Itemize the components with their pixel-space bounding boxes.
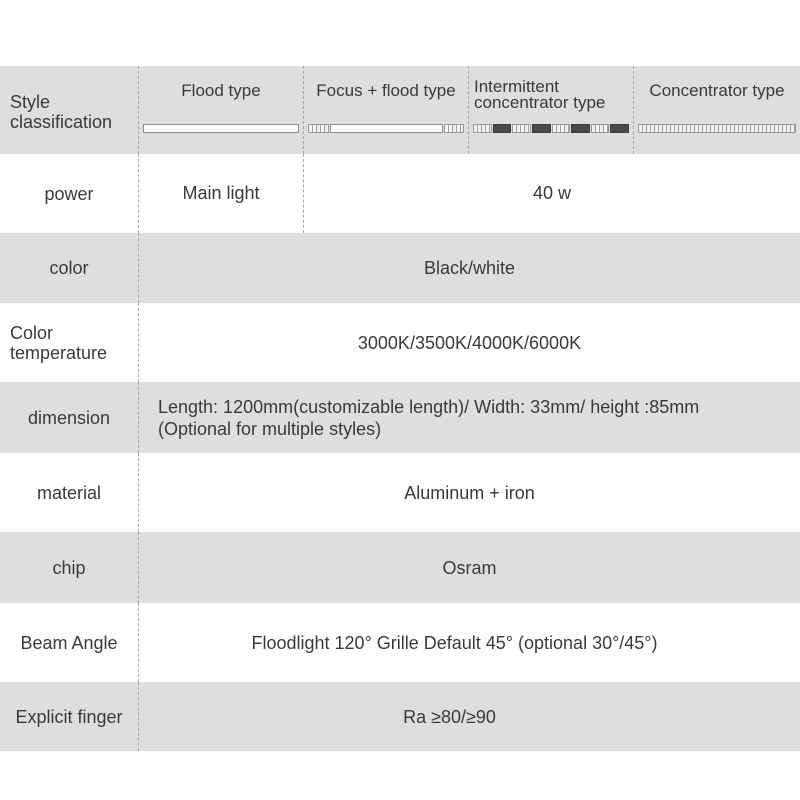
column-separator xyxy=(138,532,139,603)
color-value: Black/white xyxy=(423,258,516,278)
focus-flood-type-column xyxy=(304,66,468,154)
explicit-finger-row xyxy=(0,682,800,751)
column-separator xyxy=(138,303,139,382)
focus-segment-left xyxy=(308,124,329,133)
column-separator xyxy=(138,453,139,532)
dimension-label: dimension xyxy=(27,407,111,428)
style-classification-label xyxy=(0,66,138,154)
column-separator xyxy=(468,66,469,154)
column-separator xyxy=(303,154,304,233)
color-row xyxy=(0,233,800,303)
column-separator xyxy=(138,682,139,751)
material-label: material xyxy=(36,482,102,503)
power-row xyxy=(0,154,800,233)
column-separator xyxy=(633,66,634,154)
color-temperature-row xyxy=(0,303,800,382)
column-separator xyxy=(138,382,139,453)
column-separator xyxy=(138,233,139,303)
intermittent-strip xyxy=(473,124,629,133)
column-separator xyxy=(138,66,139,154)
style-label-line1: Style xyxy=(10,92,51,112)
flood-segment-center xyxy=(330,124,443,133)
column-separator xyxy=(138,154,139,233)
material-value: Aluminum + iron xyxy=(404,482,535,503)
concentrator-type-label: Concentrator type xyxy=(649,81,785,100)
strip-segment xyxy=(493,124,512,133)
strip-segment xyxy=(532,124,551,133)
concentrator-strip xyxy=(638,124,796,133)
color-temperature-label xyxy=(0,303,138,382)
style-label-line2: classification xyxy=(10,112,113,132)
color-temperature-value: 3000K/3500K/4000K/6000K xyxy=(357,332,582,353)
concentrator-segment xyxy=(638,124,796,133)
color-label: color xyxy=(49,258,89,278)
intermittent-concentrator-column xyxy=(469,66,633,154)
power-main-light: Main light xyxy=(182,183,260,203)
material-row xyxy=(0,453,800,532)
chip-label: chip xyxy=(52,557,86,578)
beam-angle-row xyxy=(0,603,800,682)
column-separator xyxy=(303,66,304,154)
flood-strip xyxy=(143,124,299,133)
explicit-finger-label: Explicit finger xyxy=(15,706,123,727)
column-separator xyxy=(138,603,139,682)
dimension-row xyxy=(0,382,800,453)
flood-type-label: Flood type xyxy=(181,81,261,100)
concentrator-type-column xyxy=(634,66,800,154)
power-value: 40 w xyxy=(532,183,572,203)
strip-segment xyxy=(571,124,590,133)
beam-angle-value: Floodlight 120° Grille Default 45° (optional 30°/45°) xyxy=(251,632,658,653)
style-classification-row xyxy=(0,66,800,154)
chip-value: Osram xyxy=(442,557,497,578)
spec-table xyxy=(0,66,800,751)
dimension-value-line1: Length: 1200mm(customizable length)/ Width: 33mm/ height :85mm xyxy=(158,396,700,417)
focus-segment-right xyxy=(444,124,465,133)
dimension-value xyxy=(139,382,800,453)
intermittent-label-line1: Intermittent xyxy=(474,77,560,96)
flood-type-column xyxy=(139,66,303,154)
chip-row xyxy=(0,532,800,603)
focus-flood-strip xyxy=(308,124,464,133)
focus-flood-type-label: Focus + flood type xyxy=(316,81,456,100)
intermittent-concentrator-label xyxy=(469,79,633,111)
strip-segment xyxy=(473,124,492,133)
dimension-value-line2: (Optional for multiple styles) xyxy=(158,418,382,439)
explicit-finger-value: Ra ≥80/≥90 xyxy=(403,706,496,727)
strip-segment xyxy=(591,124,610,133)
power-label: power xyxy=(44,183,94,204)
color-temperature-label-line2: temperature xyxy=(10,342,108,363)
strip-segment xyxy=(512,124,531,133)
flood-light-segment xyxy=(143,124,299,133)
color-temperature-label-line1: Color xyxy=(10,322,54,343)
beam-angle-label: Beam Angle xyxy=(20,632,118,653)
strip-segment xyxy=(610,124,629,133)
strip-segment xyxy=(552,124,571,133)
intermittent-label-line2: concentrator type xyxy=(474,93,606,112)
